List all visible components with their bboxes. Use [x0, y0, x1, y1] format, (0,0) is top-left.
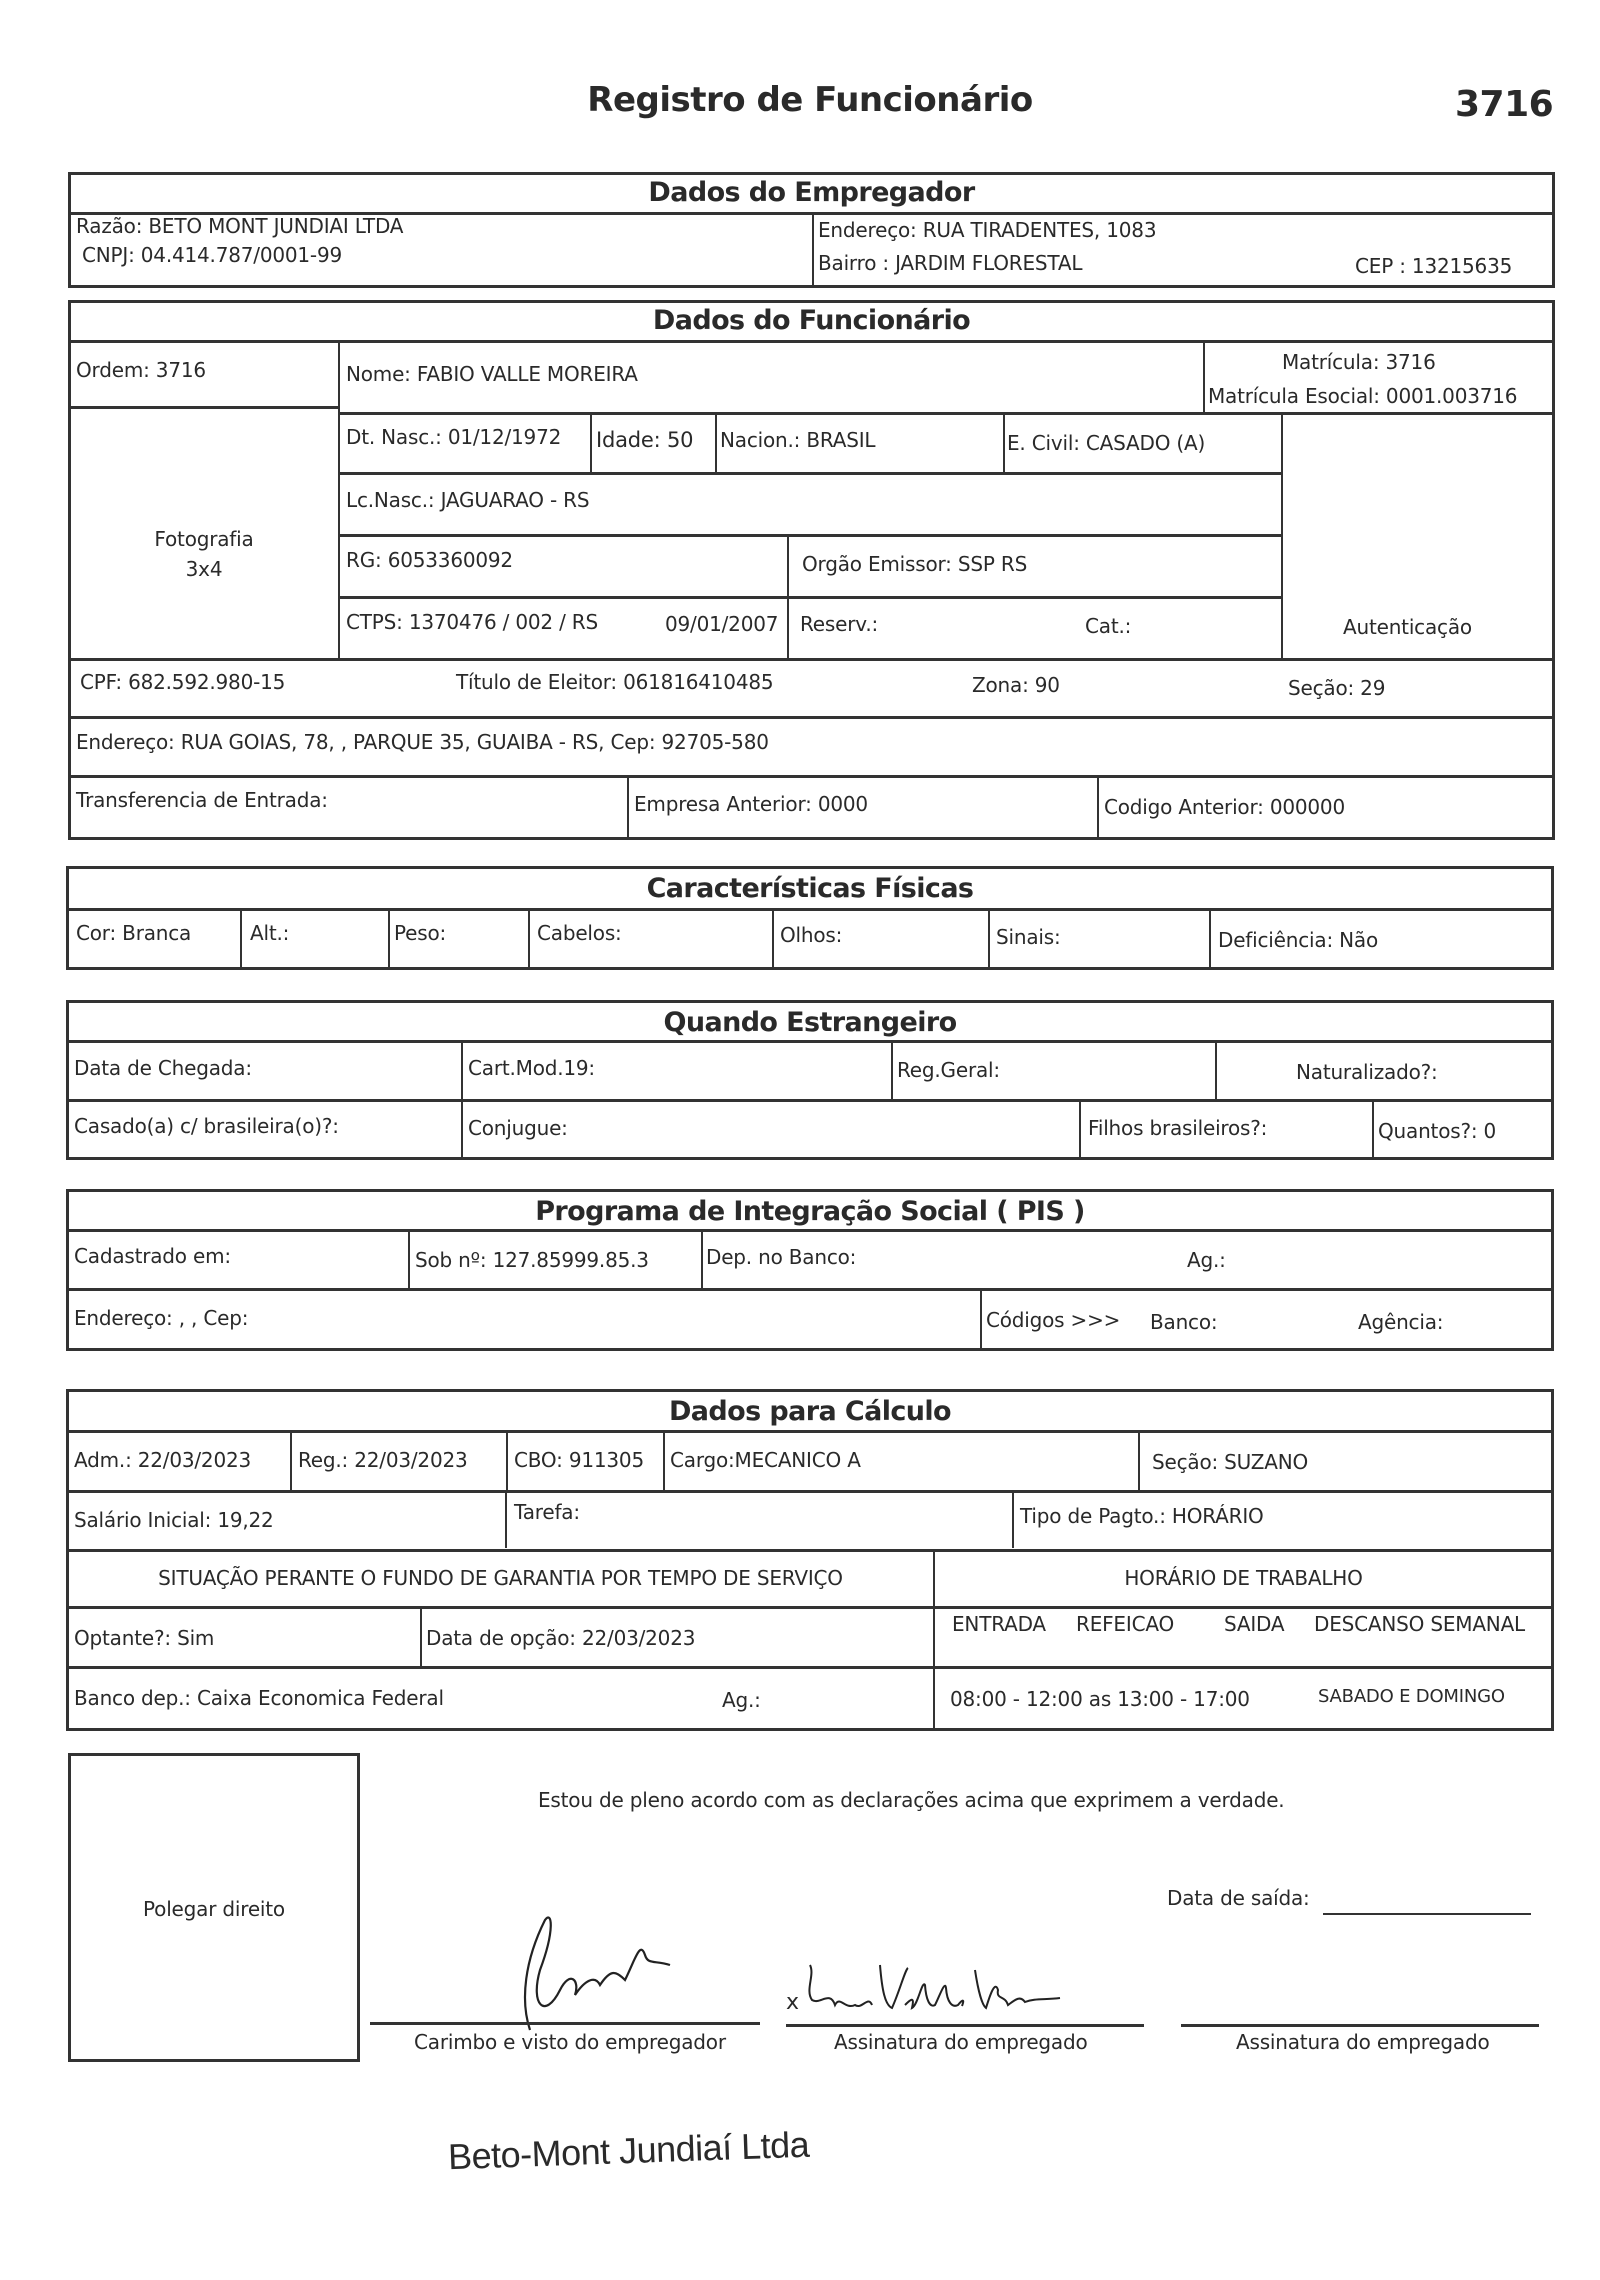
employee-signature-label-2: Assinatura do empregado — [1236, 2030, 1490, 2054]
divider — [338, 472, 1281, 475]
employee-section-title: Dados do Funcionário — [652, 305, 971, 336]
employee-transferencia: Transferencia de Entrada: — [76, 788, 328, 812]
divider — [66, 908, 1554, 911]
physical-cabelos: Cabelos: — [537, 921, 622, 945]
schedule-header-saida: SAIDA — [1224, 1612, 1285, 1636]
schedule-header-entrada: ENTRADA — [952, 1612, 1046, 1636]
schedule-descanso: SABADO E DOMINGO — [1318, 1686, 1505, 1707]
employee-nacion: Nacion.: BRASIL — [720, 428, 876, 452]
divider — [505, 1492, 507, 1548]
record-number: 3716 — [1455, 84, 1554, 125]
divider — [528, 910, 530, 968]
foreigner-section-title: Quando Estrangeiro — [663, 1007, 957, 1038]
divider — [68, 716, 1555, 719]
divider — [627, 777, 629, 838]
page-title: Registro de Funcionário — [587, 80, 1033, 120]
divider — [66, 1040, 1554, 1043]
employee-nome: Nome: FABIO VALLE MOREIRA — [346, 362, 638, 386]
employee-reserv: Reserv.: — [800, 612, 879, 636]
employee-ctps-date: 09/01/2007 — [665, 612, 779, 636]
divider — [506, 1432, 508, 1490]
exit-date-field[interactable] — [1323, 1913, 1531, 1915]
divider — [388, 910, 390, 968]
pis-section-title: Programa de Integração Social ( PIS ) — [535, 1196, 1085, 1227]
employee-signature-line-2 — [1181, 2024, 1539, 2027]
declaration-text: Estou de pleno acordo com as declarações acima que exprimem a verdade. — [538, 1788, 1285, 1812]
pis-ag: Ag.: — [1187, 1248, 1226, 1272]
employee-signature-label-1: Assinatura do empregado — [834, 2030, 1088, 2054]
divider — [338, 342, 340, 659]
pis-section — [66, 1189, 1554, 1351]
employee-rg: RG: 6053360092 — [346, 548, 513, 572]
divider — [68, 340, 1555, 343]
physical-section-title: Características Físicas — [646, 873, 974, 904]
fgts-optante: Optante?: Sim — [74, 1626, 215, 1650]
divider — [1003, 413, 1005, 473]
physical-altura: Alt.: — [250, 921, 290, 945]
pis-cadastrado-em: Cadastrado em: — [74, 1244, 231, 1268]
signature-x-mark: x — [786, 1990, 799, 2015]
employee-lc-nasc: Lc.Nasc.: JAGUARAO - RS — [346, 488, 590, 512]
company-stamp: Beto-Mont Jundiaí Ltda — [447, 2123, 810, 2178]
employer-razao: Razão: BETO MONT JUNDIAI LTDA — [76, 214, 404, 238]
physical-peso: Peso: — [394, 921, 447, 945]
calc-reg: Reg.: 22/03/2023 — [298, 1448, 468, 1472]
pis-codigos: Códigos >>> — [986, 1308, 1121, 1332]
divider — [338, 534, 1281, 537]
employer-cnpj: CNPJ: 04.414.787/0001-99 — [82, 243, 342, 267]
divider — [715, 413, 717, 473]
employee-endereco: Endereço: RUA GOIAS, 78, , PARQUE 35, GUAIBA - RS, Cep: 92705-580 — [76, 730, 769, 754]
employee-zona: Zona: 90 — [972, 673, 1060, 697]
employer-endereco: Endereço: RUA TIRADENTES, 1083 — [818, 218, 1157, 242]
photo-size-label: 3x4 — [185, 557, 223, 581]
foreigner-cart-mod: Cart.Mod.19: — [468, 1056, 595, 1080]
divider — [1372, 1101, 1374, 1158]
employer-bairro: Bairro : JARDIM FLORESTAL — [818, 251, 1083, 275]
authentication-label: Autenticação — [1343, 615, 1472, 639]
calc-tarefa: Tarefa: — [514, 1500, 580, 1524]
calc-secao: Seção: SUZANO — [1152, 1450, 1309, 1474]
pis-endereco: Endereço: , , Cep: — [74, 1306, 249, 1330]
pis-numero: Sob nº: 127.85999.85.3 — [415, 1248, 649, 1272]
physical-section — [66, 866, 1554, 970]
divider — [338, 596, 1281, 599]
divider — [1079, 1101, 1081, 1158]
calc-salario: Salário Inicial: 19,22 — [74, 1508, 274, 1532]
foreigner-data-chegada: Data de Chegada: — [74, 1056, 252, 1080]
schedule-hours: 08:00 - 12:00 as 13:00 - 17:00 — [950, 1687, 1250, 1711]
employer-cep: CEP : 13215635 — [1355, 254, 1513, 278]
foreigner-casado-brasileira: Casado(a) c/ brasileira(o)?: — [74, 1114, 339, 1138]
calc-cargo: Cargo:MECANICO A — [670, 1448, 861, 1472]
fgts-title: SITUAÇÃO PERANTE O FUNDO DE GARANTIA POR TEMPO DE SERVIÇO — [158, 1566, 843, 1590]
divider — [66, 1549, 1554, 1552]
employer-stamp-label: Carimbo e visto do empregador — [414, 2030, 726, 2054]
divider — [1012, 1492, 1014, 1548]
physical-deficiencia: Deficiência: Não — [1218, 928, 1378, 952]
schedule-header-descanso: DESCANSO SEMANAL — [1314, 1612, 1525, 1636]
employee-e-civil: E. Civil: CASADO (A) — [1007, 431, 1206, 455]
divider — [240, 910, 242, 968]
employee-titulo-eleitor: Título de Eleitor: 061816410485 — [456, 670, 774, 694]
divider — [1281, 413, 1283, 659]
divider — [66, 1666, 1554, 1669]
divider — [68, 775, 1555, 778]
foreigner-reg-geral: Reg.Geral: — [897, 1058, 1000, 1082]
pis-banco: Banco: — [1150, 1310, 1218, 1334]
divider — [68, 406, 338, 409]
exit-date-label: Data de saída: — [1167, 1886, 1310, 1910]
divider — [66, 1288, 1554, 1291]
divider — [891, 1042, 893, 1100]
fgts-data-opcao: Data de opção: 22/03/2023 — [426, 1626, 696, 1650]
foreigner-quantos: Quantos?: 0 — [1378, 1119, 1497, 1143]
divider — [290, 1432, 292, 1490]
divider — [1203, 342, 1205, 412]
employee-signature-line-1 — [786, 2024, 1144, 2027]
foreigner-naturalizado: Naturalizado?: — [1296, 1060, 1438, 1084]
divider — [66, 1606, 1554, 1609]
divider — [66, 1099, 1554, 1102]
employee-codigo-anterior: Codigo Anterior: 000000 — [1104, 795, 1345, 819]
fgts-banco-dep: Banco dep.: Caixa Economica Federal — [74, 1686, 444, 1710]
schedule-header-refeicao: REFEICAO — [1076, 1612, 1175, 1636]
foreigner-conjugue: Conjugue: — [468, 1116, 568, 1140]
calculation-section-title: Dados para Cálculo — [669, 1396, 951, 1427]
employee-signature — [800, 1950, 1080, 2030]
divider — [420, 1608, 422, 1666]
divider — [590, 413, 592, 473]
pis-agencia: Agência: — [1358, 1310, 1444, 1334]
divider — [408, 1231, 410, 1289]
photo-placeholder-label: Fotografia — [154, 527, 254, 551]
divider — [68, 658, 1555, 661]
employee-cpf: CPF: 682.592.980-15 — [80, 670, 286, 694]
divider — [812, 214, 814, 286]
employee-secao: Seção: 29 — [1288, 676, 1386, 700]
divider — [1138, 1432, 1140, 1490]
divider — [701, 1231, 703, 1289]
employee-orgao-emissor: Orgão Emissor: SSP RS — [802, 552, 1028, 576]
divider — [1209, 910, 1211, 968]
divider — [66, 1229, 1554, 1232]
divider — [980, 1290, 982, 1349]
employer-section-title: Dados do Empregador — [648, 177, 975, 208]
employer-signature — [460, 1910, 700, 2050]
divider — [663, 1432, 665, 1490]
physical-sinais: Sinais: — [996, 925, 1061, 949]
employee-idade: Idade: 50 — [596, 428, 694, 452]
calc-tipo-pagto: Tipo de Pagto.: HORÁRIO — [1020, 1504, 1264, 1528]
calc-adm: Adm.: 22/03/2023 — [74, 1448, 252, 1472]
divider — [1097, 777, 1099, 838]
divider — [66, 1490, 1554, 1493]
employee-matricula-esocial: Matrícula Esocial: 0001.003716 — [1208, 384, 1518, 408]
employee-cat: Cat.: — [1085, 614, 1132, 638]
pis-dep-banco: Dep. no Banco: — [706, 1245, 857, 1269]
employee-ordem: Ordem: 3716 — [76, 358, 206, 382]
thumbprint-label: Polegar direito — [143, 1897, 285, 1921]
divider — [338, 412, 1555, 415]
foreigner-filhos-brasileiros: Filhos brasileiros?: — [1088, 1116, 1268, 1140]
employee-dt-nasc: Dt. Nasc.: 01/12/1972 — [346, 425, 562, 449]
fgts-ag: Ag.: — [722, 1688, 761, 1712]
physical-olhos: Olhos: — [780, 923, 843, 947]
divider — [1215, 1042, 1217, 1100]
employee-matricula: Matrícula: 3716 — [1282, 350, 1436, 374]
employer-signature-line — [370, 2022, 760, 2025]
employee-empresa-anterior: Empresa Anterior: 0000 — [634, 792, 868, 816]
work-schedule-title: HORÁRIO DE TRABALHO — [1124, 1566, 1363, 1590]
calc-cbo: CBO: 911305 — [514, 1448, 644, 1472]
employee-ctps: CTPS: 1370476 / 002 / RS — [346, 610, 598, 634]
divider — [772, 910, 774, 968]
physical-cor: Cor: Branca — [76, 921, 192, 945]
divider — [988, 910, 990, 968]
